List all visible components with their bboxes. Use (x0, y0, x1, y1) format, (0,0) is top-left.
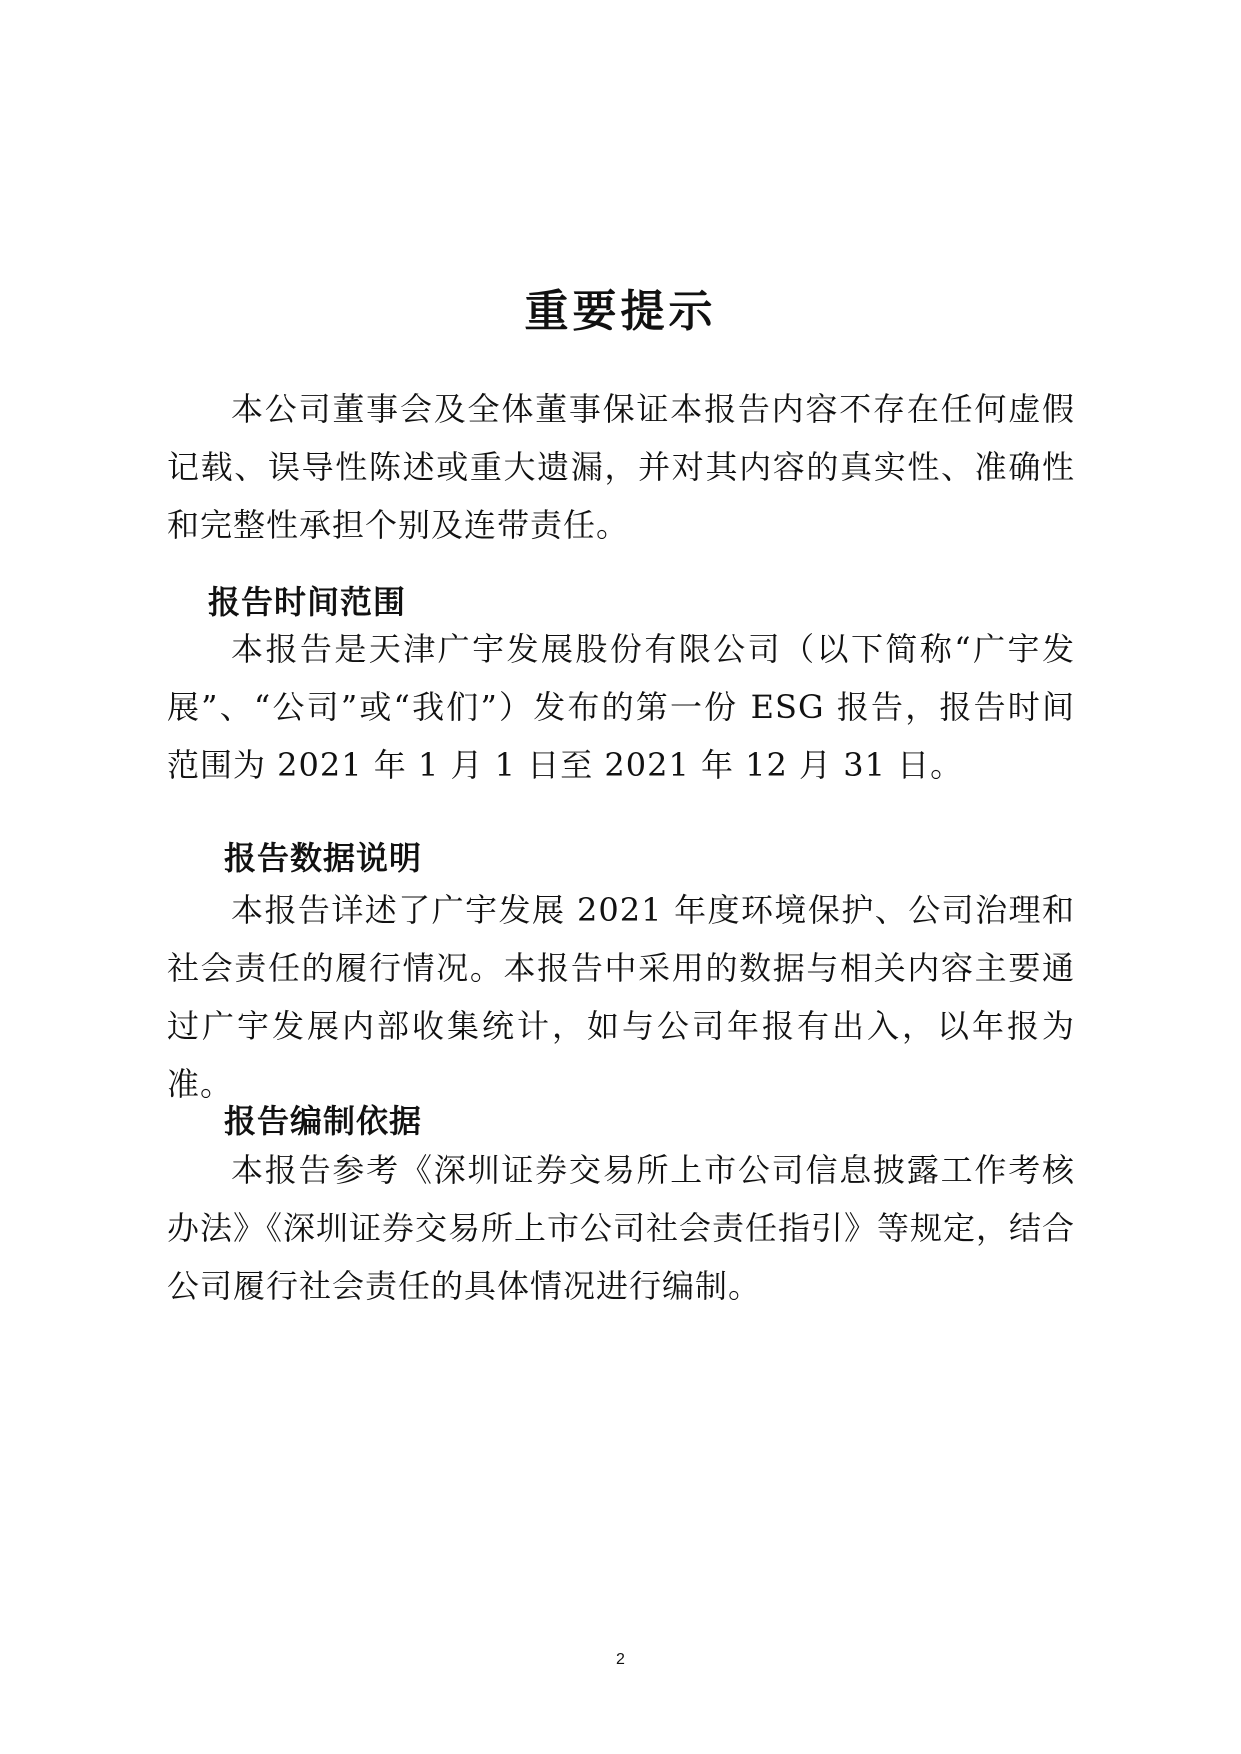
page-title: 重要提示 (524, 286, 717, 337)
intro-paragraph: 本公司董事会及全体董事保证本报告内容不存在任何虚假记载、误导性陈述或重大遗漏，并对其内容的真实性、准确性和完整性承担个别及连带责任。 (167, 390, 1075, 544)
section-body-basis: 本报告参考《深圳证券交易所上市公司信息披露工作考核办法》《深圳证券交易所上市公司社会责任指引》等规定，结合公司履行社会责任的具体情况进行编制。 (167, 1151, 1076, 1305)
section-body-time-range: 本报告是天津广宇发展股份有限公司（以下简称“广宇发展”、“公司”或“我们”）发布的第一份 ESG 报告，报告时间范围为 2021 年 1 月 1 日至 2021 年 12 月 31 日。 (167, 630, 1075, 784)
page-number: 2 (616, 1651, 625, 1668)
section-body-data-notes: 本报告详述了广宇发展 2021 年度环境保护、公司治理和社会责任的履行情况。本报告中采用的数据与相关内容主要通过广宇发展内部收集统计，如与公司年报有出入，以年报为准。 (167, 891, 1075, 1103)
section-heading-basis: 报告编制依据 (224, 1102, 423, 1140)
section-heading-time-range: 报告时间范围 (208, 583, 407, 621)
section-heading-data-notes: 报告数据说明 (224, 839, 423, 877)
